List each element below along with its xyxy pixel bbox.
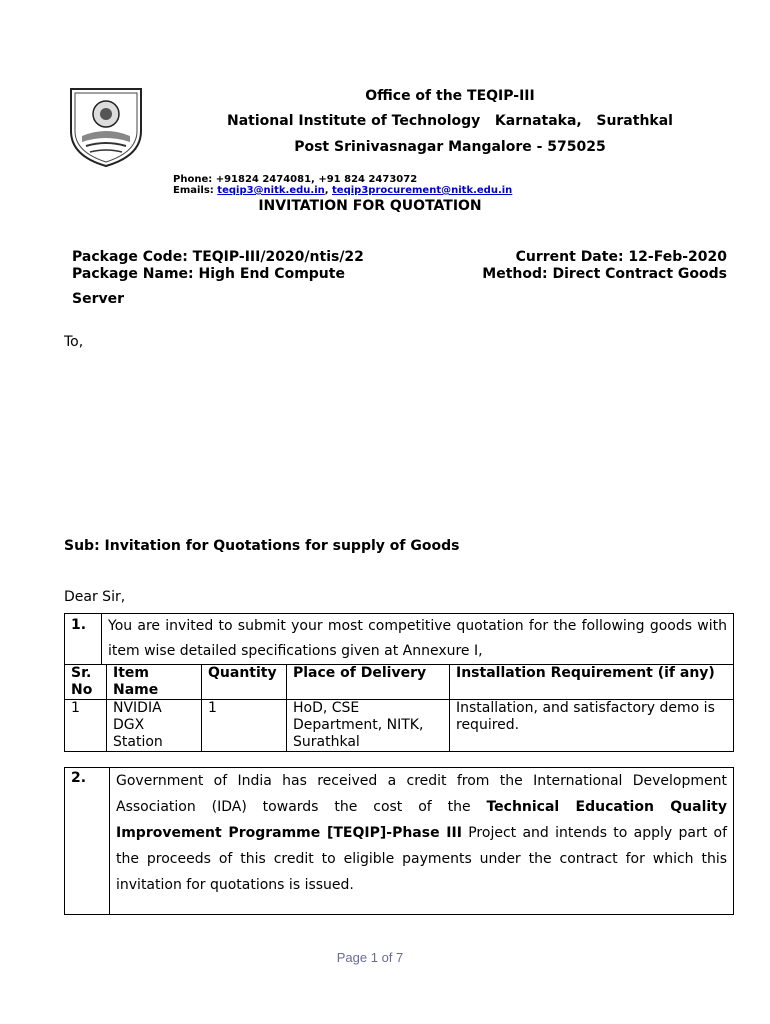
addressee: To, [64, 334, 84, 350]
current-date: Current Date: 12-Feb-2020 [515, 249, 727, 265]
salutation: Dear Sir, [64, 589, 126, 605]
cell-item-name: NVIDIA DGX Station [107, 700, 202, 752]
section-2-text-b: Project and intends to apply part of the proceeds of this credit to eligible payments under the contract for which this invitation for quotations is issued. [116, 825, 727, 893]
email-separator: , [324, 185, 333, 196]
phone-line: Phone: +91824 2474081, +91 824 2473072 [173, 174, 418, 185]
page-number: Page 1 of 7 [336, 950, 404, 965]
section-2 [64, 767, 734, 915]
institute-name: National Institute of Technology Karnataka, Surathkal [227, 113, 673, 129]
section-1 [64, 613, 734, 752]
header-quantity: Quantity [202, 665, 287, 700]
email-link-1[interactable]: teqip3@nitk.edu.in [217, 185, 325, 196]
section-1-text: You are invited to submit your most competitive quotation for the following goods with item wise detailed specifications given at Annexure I, [102, 614, 734, 665]
section-2-programme: Technical Education Quality Improvement Programme [TEQIP]-Phase III [116, 799, 727, 841]
section-2-table [64, 767, 734, 915]
section-1-number: 1. [65, 614, 102, 665]
section-2-text-a: Government of India has received a credit from the International Development Association (IDA) towards the cost of the [116, 773, 727, 815]
header-item-name: Item Name [107, 665, 202, 700]
institute-address: Post Srinivasnagar Mangalore - 575025 [294, 139, 606, 155]
cell-quantity: 1 [202, 700, 287, 752]
document-title: INVITATION FOR QUOTATION [258, 198, 482, 214]
emails-label: Emails: [173, 185, 218, 196]
header-sr-no: Sr. No [65, 665, 107, 700]
table-row [65, 700, 734, 752]
cell-place-of-delivery: HoD, CSE Department, NITK, Surathkal [287, 700, 450, 752]
items-table [64, 664, 734, 752]
section-2-number: 2. [65, 768, 110, 915]
header-installation: Installation Requirement (if any) [450, 665, 734, 700]
emails-line [173, 185, 512, 196]
cell-installation: Installation, and satisfactory demo is required. [450, 700, 734, 752]
section-1-intro-table [64, 613, 734, 665]
items-table-header [65, 665, 734, 700]
email-link-2[interactable]: teqip3procurement@nitk.edu.in [332, 185, 513, 196]
cell-sr-no: 1 [65, 700, 107, 752]
office-title: Office of the TEQIP-III [365, 88, 535, 104]
procurement-method: Method: Direct Contract Goods [482, 266, 727, 282]
header-place-of-delivery: Place of Delivery [287, 665, 450, 700]
section-2-text [110, 768, 734, 915]
package-name-line1: Package Name: High End Compute [72, 266, 345, 282]
package-name-line2: Server [72, 291, 125, 307]
package-code: Package Code: TEQIP-III/2020/ntis/22 [72, 249, 364, 265]
subject-line: Sub: Invitation for Quotations for supply of Goods [64, 538, 460, 554]
